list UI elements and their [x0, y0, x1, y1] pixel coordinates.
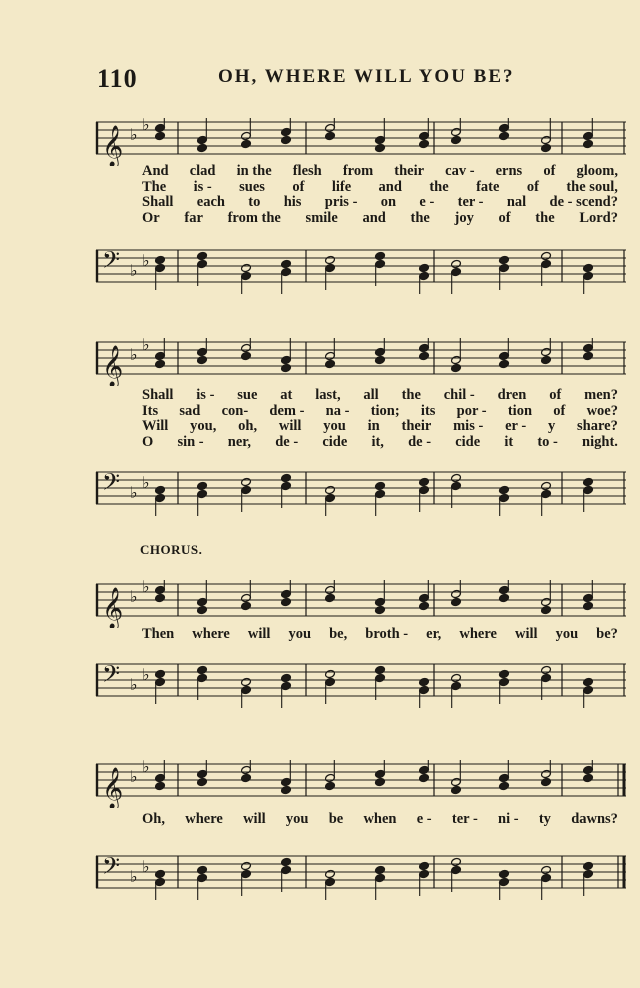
lyric-syllable: mis - — [453, 418, 484, 434]
lyric-syllable: will — [278, 418, 302, 434]
lyric-syllable: sues — [239, 178, 265, 195]
lyric-syllable: of — [498, 209, 511, 226]
lyric-syllable: you — [323, 418, 346, 434]
lyric-syllable: the — [429, 178, 449, 195]
bass-staff — [94, 246, 630, 294]
lyric-line — [142, 388, 618, 404]
lyric-syllable: life — [331, 178, 352, 195]
staff-lines — [94, 852, 630, 900]
lyric-syllable: gloom, — [576, 163, 618, 179]
flat-icon: ♭ — [142, 338, 150, 354]
lyric-syllable: you — [288, 626, 312, 642]
lyric-syllable: sad — [179, 402, 201, 419]
lyric-syllable: where — [192, 626, 230, 642]
lyric-syllable: woe? — [586, 402, 618, 419]
lyric-syllable: and — [362, 209, 386, 226]
lyrics-block — [142, 388, 618, 450]
lyric-syllable: chil - — [443, 387, 475, 403]
lyric-syllable: each — [196, 194, 225, 210]
staff-lines — [94, 338, 630, 386]
bass-clef-icon: 𝄢 — [102, 246, 121, 279]
lyric-syllable: oh, — [238, 418, 258, 434]
lyric-syllable: from the — [227, 209, 281, 226]
lyric-syllable: smile — [305, 209, 338, 226]
flat-icon: ♭ — [130, 261, 138, 280]
lyric-syllable: will — [514, 626, 538, 642]
lyric-syllable: cide — [322, 433, 348, 450]
lyric-syllable: at — [280, 387, 293, 403]
lyric-syllable: in the — [236, 163, 272, 179]
lyric-syllable: clad — [189, 163, 216, 179]
lyric-syllable: when — [363, 811, 397, 827]
lyric-syllable: where — [459, 626, 497, 642]
lyric-syllable: men? — [584, 387, 618, 403]
lyric-syllable: pris - — [324, 194, 358, 210]
lyric-syllable: Will — [142, 418, 169, 434]
lyric-line — [142, 164, 618, 180]
lyric-syllable: the soul, — [566, 178, 618, 195]
lyric-syllable: will — [247, 626, 271, 642]
lyric-syllable: in — [367, 418, 380, 434]
lyric-syllable: con- — [221, 402, 249, 419]
lyric-syllable: is - — [196, 387, 215, 403]
lyrics-block — [142, 164, 618, 226]
lyric-syllable: por - — [456, 402, 487, 419]
lyric-syllable: sin - — [177, 433, 204, 450]
lyric-syllable: ter - — [457, 194, 484, 210]
lyrics-block — [142, 627, 618, 643]
lyric-syllable: Oh, — [142, 811, 165, 827]
bass-staff — [94, 660, 630, 708]
lyric-syllable: his — [283, 194, 302, 210]
lyric-syllable: you, — [190, 418, 217, 434]
lyric-syllable: the — [410, 209, 430, 226]
flat-icon: ♭ — [142, 760, 150, 776]
lyric-syllable: last, — [315, 387, 341, 403]
staff-lines — [94, 118, 630, 166]
lyric-syllable: Its — [142, 402, 159, 419]
lyric-syllable: And — [142, 163, 169, 179]
lyric-syllable: ty — [538, 811, 551, 827]
lyric-syllable: sue — [237, 387, 258, 403]
lyric-syllable: er - — [505, 418, 527, 434]
bass-staff — [94, 468, 630, 516]
flat-icon: ♭ — [130, 125, 138, 144]
lyric-syllable: Then — [142, 626, 175, 642]
flat-icon: ♭ — [130, 483, 138, 502]
lyric-syllable: joy — [454, 209, 474, 226]
treble-staff — [94, 580, 630, 628]
lyric-syllable: their — [401, 418, 432, 434]
lyric-syllable: share? — [577, 418, 618, 434]
lyric-syllable: you — [555, 626, 579, 642]
lyric-line — [142, 180, 618, 196]
lyric-syllable: dren — [497, 387, 527, 403]
lyric-syllable: y — [547, 418, 556, 434]
flat-icon: ♭ — [130, 675, 138, 694]
treble-staff — [94, 338, 630, 386]
lyrics-block — [142, 812, 618, 828]
flat-icon: ♭ — [142, 118, 150, 134]
flat-icon: ♭ — [142, 473, 150, 492]
bass-clef-icon: 𝄢 — [102, 660, 121, 693]
flat-icon: ♭ — [130, 767, 138, 786]
lyric-syllable: far — [184, 209, 203, 226]
lyric-syllable: it, — [371, 433, 384, 450]
flat-icon: ♭ — [130, 345, 138, 364]
flat-icon: ♭ — [142, 857, 150, 876]
lyric-syllable: de - — [275, 433, 299, 450]
lyric-line — [142, 627, 618, 643]
lyric-syllable: Shall — [142, 194, 174, 210]
lyric-syllable: tion — [507, 402, 533, 419]
staff-lines — [94, 580, 630, 628]
lyric-syllable: be — [328, 811, 344, 827]
staff-lines — [94, 660, 630, 708]
lyric-syllable: dawns? — [571, 811, 618, 827]
lyric-syllable: O — [142, 433, 154, 450]
lyric-syllable: on — [380, 194, 397, 210]
lyric-syllable: of — [553, 402, 566, 419]
lyric-syllable: their — [394, 163, 425, 179]
treble-staff — [94, 760, 630, 808]
lyric-syllable: ni - — [498, 811, 519, 827]
lyric-syllable: flesh — [292, 163, 322, 179]
staff-lines — [94, 246, 630, 294]
lyric-syllable: of — [292, 178, 305, 195]
lyric-line — [142, 419, 618, 435]
lyric-syllable: from — [342, 163, 374, 179]
lyric-syllable: of — [526, 178, 539, 195]
flat-icon: ♭ — [142, 580, 150, 596]
lyric-line — [142, 435, 618, 451]
lyric-syllable: er, — [426, 626, 442, 642]
lyric-syllable: its — [420, 402, 436, 419]
lyric-syllable: of — [549, 387, 562, 403]
lyric-syllable: tion; — [370, 402, 400, 419]
treble-clef-icon: 𝄞 — [102, 346, 124, 386]
flat-icon: ♭ — [142, 665, 150, 684]
page-number: 110 — [97, 64, 138, 93]
lyric-line — [142, 195, 618, 211]
lyric-syllable: nal — [506, 194, 527, 210]
lyric-syllable: Or — [142, 209, 160, 226]
lyric-syllable: e - — [416, 811, 432, 827]
lyric-syllable: cav - — [445, 163, 475, 179]
lyric-syllable: de - — [408, 433, 432, 450]
lyric-syllable: The — [142, 178, 167, 195]
lyric-syllable: de - scend? — [549, 194, 618, 210]
lyric-syllable: night. — [582, 433, 618, 450]
bass-staff — [94, 852, 630, 900]
flat-icon: ♭ — [130, 867, 138, 886]
chorus-label: CHORUS. — [140, 542, 203, 557]
lyric-syllable: is - — [193, 178, 212, 195]
staff-lines — [94, 468, 630, 516]
lyric-syllable: to — [248, 194, 261, 210]
lyric-syllable: ter - — [451, 811, 478, 827]
lyric-syllable: broth - — [365, 626, 409, 642]
treble-clef-icon: 𝄞 — [102, 588, 124, 628]
lyric-syllable: it — [504, 433, 514, 450]
flat-icon: ♭ — [142, 251, 150, 270]
lyric-syllable: na - — [325, 402, 350, 419]
staff-lines — [94, 760, 630, 808]
bass-clef-icon: 𝄢 — [102, 468, 121, 501]
lyric-syllable: you — [285, 811, 309, 827]
lyric-syllable: cide — [455, 433, 481, 450]
bass-clef-icon: 𝄢 — [102, 852, 121, 885]
lyric-syllable: e - — [419, 194, 435, 210]
lyric-line — [142, 211, 618, 227]
lyric-syllable: erns — [495, 163, 523, 179]
lyric-syllable: ner, — [227, 433, 252, 450]
lyric-syllable: of — [543, 163, 556, 179]
lyric-syllable: all — [363, 387, 379, 403]
lyric-syllable: will — [243, 811, 266, 827]
treble-clef-icon: 𝄞 — [102, 126, 124, 166]
lyric-syllable: and — [378, 178, 402, 195]
flat-icon: ♭ — [130, 587, 138, 606]
lyric-line — [142, 404, 618, 420]
lyric-syllable: the — [401, 387, 421, 403]
lyric-syllable: the — [535, 209, 555, 226]
lyric-syllable: be, — [329, 626, 348, 642]
lyric-syllable: to - — [537, 433, 558, 450]
lyric-line — [142, 812, 618, 828]
lyric-syllable: dem - — [269, 402, 305, 419]
treble-staff — [94, 118, 630, 166]
lyric-syllable: Lord? — [579, 209, 618, 226]
lyric-syllable: be? — [596, 626, 618, 642]
page-title: OH, WHERE WILL YOU BE? — [218, 66, 515, 87]
lyric-syllable: Shall — [142, 387, 174, 403]
lyric-syllable: where — [185, 811, 223, 827]
treble-clef-icon: 𝄞 — [102, 768, 124, 808]
lyric-syllable: fate — [476, 178, 500, 195]
